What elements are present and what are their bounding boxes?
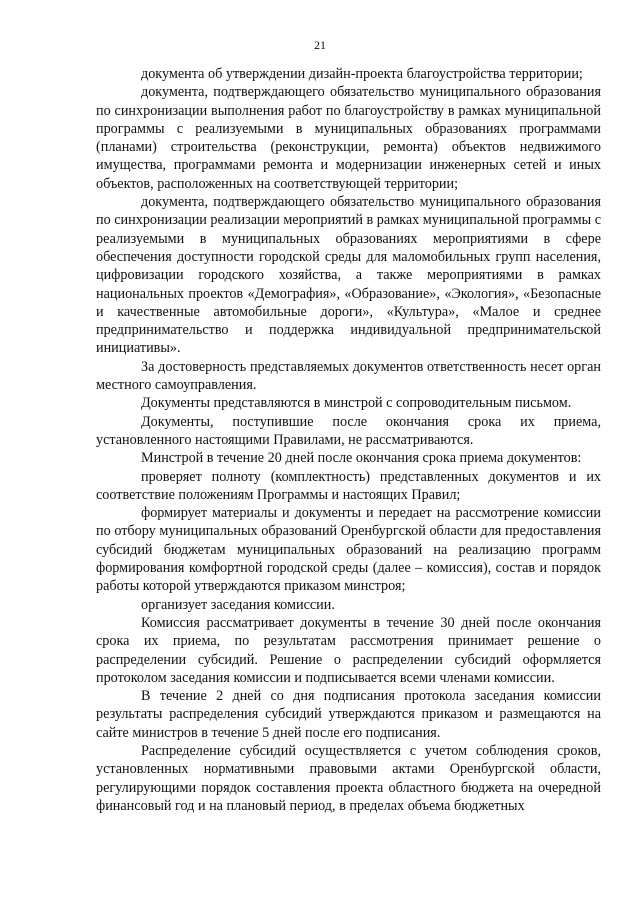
paragraph-commission-review: Комиссия рассматривает документы в течение 30 дней после окончания срока их приема, по результатам рассмотрения принимает решение о распределении субсидий. Решение о распределении субсидий оформляется протоколом заседания комиссии и подписывается всеми членами комиссии. [96,614,601,686]
paragraph-check-completeness: проверяет полноту (комплектность) представленных документов и их соответствие положениям Программы и настоящих Правил; [96,468,601,503]
paragraph-cover-letter: Документы представляются в минстрой с сопроводительным письмом. [141,395,572,412]
paragraph-distribution: Распределение субсидий осуществляется с учетом соблюдения сроков, установленных нормативными правовыми актами Оренбургской области, регулирующими порядок составления проекта областного бюджета на очередной финансовый год и на плановый период, в пределах объема бюджетных [96,742,601,814]
paragraph-results-approval: В течение 2 дней со дня подписания протокола заседания комиссии результаты распределения субсидий утверждаются приказом и размещаются на сайте министров в течение 5 дней после его подписания. [96,688,601,741]
paragraph-commission-forming: формирует материалы и документы и передает на рассмотрение комиссии по отбору муниципальных образований Оренбургской области для предоставления субсидий бюджетам муниципальных образований на реализацию программ формирования комфортной городской среды (далее – комиссия), состав и порядок работы которой утверждаются приказом минстроя; [96,505,601,595]
paragraph-sync-works: документа, подтверждающего обязательство муниципального образования по синхронизации выполнения работ по благоустройству в рамках муниципальной программы с реализуемыми в муниципальных образованиях программами (планами) строительства (реконструкции, ремонта) объектов недвижимого имущества, программами ремонта и модернизации инженерных сетей и иных объектов, расположенных на соответствующей территории; [96,84,601,192]
page-number: 21 [314,38,326,52]
paragraph-design-project: документа об утверждении дизайн-проекта благоустройства территории; [141,66,583,82]
paragraph-responsibility: За достоверность представляемых документов ответственность несет орган местного самоуправления. [96,358,601,394]
body-text [96,65,601,815]
paragraph-minstroy-duties: Минстрой в течение 20 дней после окончания срока приема документов: [141,450,582,467]
paragraph-sync-events: документа, подтверждающего обязательство муниципального образования по синхронизации реализации мероприятий в рамках муниципальной программы с реализуемыми в муниципальных образованиях мероприятиями в сфере обеспечения доступности городской среды для маломобильных групп населения, цифровизации городского хозяйства, а также мероприятиями в рамках национальных проектов «Демография», «Образование», «Экология», «Безопасные и качественные автомобильные дороги», «Культура», «Малое и среднее предпринимательство и поддержка индивидуальной предпринимательской инициативы». [96,194,601,357]
paragraph-organize-meetings: организует заседания комиссии. [141,596,335,613]
paragraph-late-documents: Документы, поступившие после окончания срока их приема, установленного настоящими Правилами, не рассматриваются. [96,413,601,448]
